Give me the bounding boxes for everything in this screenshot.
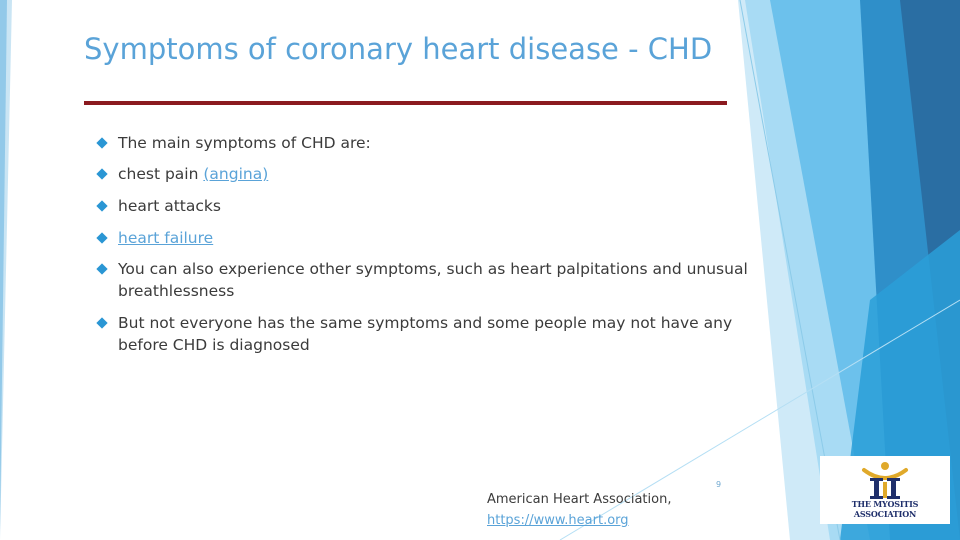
citation-url-link[interactable]: https://www.heart.org	[487, 513, 629, 528]
bullet-text: You can also experience other symptoms, such as heart palpitations and unusual breathlessness	[118, 260, 748, 300]
bullet-list	[98, 132, 758, 356]
bullet-item	[98, 227, 758, 249]
bullet-item	[98, 132, 758, 154]
citation	[487, 489, 671, 531]
myositis-association-logo	[820, 456, 950, 524]
bullet-text: heart attacks	[118, 197, 221, 215]
citation-source: American Heart Association,	[487, 492, 672, 507]
diamond-bullet-icon	[96, 137, 107, 148]
diamond-bullet-icon	[96, 317, 107, 328]
bullet-item	[98, 195, 758, 217]
bullet-text: The main symptoms of CHD are:	[118, 134, 371, 152]
logo-text: THE MYOSITIS ASSOCIATION	[851, 499, 919, 519]
diamond-bullet-icon	[96, 200, 107, 211]
slide-title: Symptoms of coronary heart disease - CHD	[84, 32, 713, 66]
diamond-bullet-icon	[96, 232, 107, 243]
bullet-text: chest pain	[118, 165, 204, 183]
diamond-bullet-icon	[96, 263, 107, 274]
page-number: 9	[716, 480, 722, 489]
title-underline	[84, 101, 727, 105]
bullet-item	[98, 258, 758, 302]
bullet-item	[98, 312, 758, 356]
heart-failure-link[interactable]: heart failure	[118, 229, 214, 247]
angina-link[interactable]: (angina)	[203, 165, 269, 183]
bullet-item	[98, 163, 758, 185]
diamond-bullet-icon	[96, 168, 107, 179]
bullet-text: But not everyone has the same symptoms and some people may not have any before CHD is diagnosed	[118, 314, 733, 354]
